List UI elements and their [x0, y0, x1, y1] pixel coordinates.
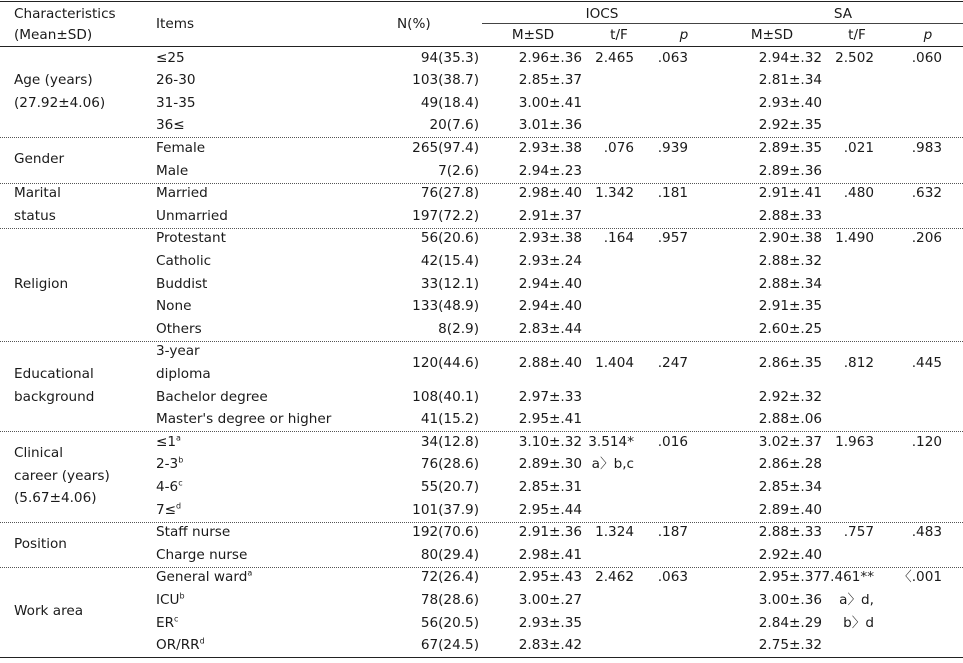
sa-mean-sd: 2.92±.35 [758, 117, 822, 134]
header-iocs-msd: M±SD [511, 27, 555, 43]
superscript-marker: a [176, 433, 181, 443]
n-percent: 94(35.3) [420, 49, 479, 66]
header-iocs-tf: t/F [610, 27, 628, 43]
row-divider [0, 657, 963, 658]
row-item: $ER^c$ [156, 613, 179, 631]
header-iocs: IOCS [585, 6, 619, 22]
sa-mean-sd: 2.88±.34 [758, 275, 822, 292]
superscript-marker: c [178, 478, 183, 488]
sa-mean-sd: 2.81±.34 [758, 72, 822, 89]
iocs-tf: 2.462 [595, 569, 634, 586]
iocs-p: .181 [657, 185, 688, 202]
row-item: Buddist [156, 275, 208, 292]
n-percent: 197(72.2) [412, 207, 479, 224]
header-sa-p: p [923, 27, 933, 43]
sa-mean-sd: 2.85±.34 [758, 478, 822, 495]
iocs-tf: .164 [603, 230, 634, 247]
group-label: career (years) [14, 467, 110, 484]
iocs-p: .063 [657, 569, 688, 586]
sa-p: .983 [911, 139, 942, 156]
row-item: None [156, 298, 192, 315]
row-item: Married [156, 185, 208, 202]
row-item: Protestant [156, 230, 226, 247]
row-item: ICU$^b$ [156, 591, 185, 608]
group-label: Religion [14, 275, 69, 292]
n-percent: 41(15.2) [420, 411, 479, 428]
superscript-marker: a [247, 568, 253, 578]
sa-mean-sd: 2.89±.36 [758, 162, 822, 179]
iocs-mean-sd: 2.95±.41 [518, 411, 582, 428]
header-n-percent: N(%) [397, 16, 431, 32]
iocs-mean-sd: 2.83±.42 [518, 637, 582, 654]
iocs-mean-sd: 2.85±.37 [518, 72, 582, 89]
iocs-mean-sd: 2.85±.31 [518, 478, 582, 495]
sa-mean-sd: 2.93±.40 [758, 94, 822, 111]
superscript-marker: d [199, 636, 205, 646]
header-divider [482, 23, 963, 24]
iocs-mean-sd: 2.95±.43 [518, 569, 582, 586]
iocs-mean-sd: 2.96±.36 [518, 49, 582, 66]
iocs-mean-sd: 2.91±.36 [518, 524, 582, 541]
header-sa-msd: M±SD [750, 27, 794, 43]
iocs-p: .957 [657, 230, 688, 247]
group-label: Work area [14, 603, 84, 620]
n-percent: 78(28.6) [420, 591, 479, 608]
sa-p: .445 [911, 354, 942, 371]
iocs-mean-sd: 2.97±.33 [518, 388, 582, 405]
sa-tf: .812 [843, 354, 874, 371]
iocs-tf: 3.514* [588, 433, 634, 450]
iocs-mean-sd: 2.93±.35 [518, 614, 582, 631]
row-item: $OR/RR^d$ [156, 636, 205, 654]
sa-tf: 7.461** [821, 569, 874, 586]
iocs-tf: 1.324 [595, 524, 634, 541]
iocs-mean-sd: 2.94±.40 [518, 275, 582, 292]
iocs-tf: 1.404 [595, 354, 634, 371]
iocs-mean-sd: 2.91±.37 [518, 207, 582, 224]
sa-tf: a〉d, [839, 591, 874, 608]
row-item: Male [156, 162, 189, 179]
header-iocs-p: p [679, 27, 689, 43]
n-percent: 101(37.9) [412, 501, 479, 518]
iocs-p: .016 [657, 433, 688, 450]
header-sa-tf: t/F [848, 27, 866, 43]
sa-mean-sd: 2.95±.37 [758, 569, 822, 586]
iocs-mean-sd: 2.93±.38 [518, 139, 582, 156]
header-characteristics: Characteristics [14, 6, 116, 22]
group-label: Marital [14, 185, 61, 202]
sa-tf: .757 [843, 524, 874, 541]
header-items: Items [156, 16, 195, 32]
row-item-continued: diploma [156, 365, 211, 382]
superscript-marker: b [179, 591, 185, 601]
row-item: Female [156, 139, 206, 156]
sa-tf: .021 [843, 139, 874, 156]
n-percent: 72(26.4) [420, 569, 479, 586]
iocs-mean-sd: 2.98±.40 [518, 185, 582, 202]
n-percent: 56(20.6) [420, 230, 479, 247]
row-divider [0, 1, 963, 2]
row-item: 2-3$^b$ [156, 455, 184, 473]
group-label: Clinical [14, 445, 64, 462]
n-percent: 49(18.4) [420, 94, 479, 111]
superscript-marker: d [176, 500, 182, 510]
group-label: Gender [14, 151, 65, 168]
row-item: Master's degree or higher [156, 411, 332, 428]
sa-mean-sd: 2.88±.33 [758, 524, 822, 541]
header-sa: SA [833, 6, 853, 22]
iocs-mean-sd: 2.89±.30 [518, 456, 582, 473]
n-percent: 8(2.9) [438, 320, 479, 337]
n-percent: 103(38.7) [412, 72, 479, 89]
iocs-mean-sd: 2.95±.44 [518, 501, 582, 518]
iocs-tf: 1.342 [595, 185, 634, 202]
iocs-mean-sd: 3.00±.41 [518, 94, 582, 111]
sa-p: .120 [911, 433, 942, 450]
iocs-mean-sd: 3.00±.27 [518, 591, 582, 608]
sa-mean-sd: 2.89±.40 [758, 501, 822, 518]
sa-mean-sd: 2.88±.06 [758, 411, 822, 428]
group-label: Age (years) [14, 72, 93, 89]
sa-mean-sd: 2.91±.41 [758, 185, 822, 202]
row-item: 3-year [156, 343, 200, 360]
iocs-p: .939 [657, 139, 688, 156]
group-label: (5.67±4.06) [14, 490, 97, 507]
sa-mean-sd: 2.89±.35 [758, 139, 822, 156]
sa-mean-sd: 2.94±.32 [758, 49, 822, 66]
iocs-mean-sd: 2.98±.41 [518, 546, 582, 563]
row-item: Unmarried [156, 207, 228, 224]
row-divider [0, 341, 963, 342]
row-item: Staff nurse [156, 524, 231, 541]
n-percent: 7(2.6) [438, 162, 479, 179]
iocs-p: .063 [657, 49, 688, 66]
row-item: 36≤ [156, 117, 185, 134]
iocs-mean-sd: 2.93±.24 [518, 252, 582, 269]
iocs-tf: 2.465 [595, 49, 634, 66]
n-percent: 108(40.1) [412, 388, 479, 405]
sa-mean-sd: 2.92±.32 [758, 388, 822, 405]
iocs-mean-sd: 2.94±.40 [518, 298, 582, 315]
row-item: $\le 1^a$ [156, 433, 181, 450]
sa-tf: b〉d [843, 614, 874, 631]
iocs-p: .247 [657, 354, 688, 371]
sa-mean-sd: 2.86±.28 [758, 456, 822, 473]
iocs-tf: a〉b,c [591, 456, 634, 473]
sa-p: 〈.001 [898, 569, 942, 586]
n-percent: 192(70.6) [412, 524, 479, 541]
n-percent: 34(12.8) [420, 433, 479, 450]
row-item: Others [156, 320, 202, 337]
superscript-marker: b [178, 455, 184, 465]
sa-mean-sd: 2.90±.38 [758, 230, 822, 247]
superscript-marker: c [174, 613, 179, 623]
n-percent: 33(12.1) [420, 275, 479, 292]
row-item: Bachelor degree [156, 388, 268, 405]
n-percent: 56(20.5) [420, 614, 479, 631]
n-percent: 20(7.6) [429, 117, 479, 134]
iocs-mean-sd: 3.01±.36 [518, 117, 582, 134]
sa-mean-sd: 2.88±.33 [758, 207, 822, 224]
sa-tf: 1.963 [835, 433, 874, 450]
row-item: General ward$^a$ [156, 568, 253, 586]
sa-p: .060 [911, 49, 942, 66]
iocs-mean-sd: 2.88±.40 [518, 354, 582, 371]
sa-mean-sd: 2.75±.32 [758, 637, 822, 654]
row-item: ≤25 [156, 49, 185, 66]
sa-mean-sd: 3.00±.36 [758, 591, 822, 608]
iocs-mean-sd: 3.10±.32 [518, 433, 582, 450]
sa-mean-sd: 3.02±.37 [758, 433, 822, 450]
row-item: Charge nurse [156, 546, 248, 563]
sa-mean-sd: 2.60±.25 [758, 320, 822, 337]
sa-mean-sd: 2.86±.35 [758, 354, 822, 371]
iocs-mean-sd: 2.83±.44 [518, 320, 582, 337]
n-percent: 67(24.5) [420, 637, 479, 654]
row-item: 4-6$^c$ [156, 478, 183, 495]
sa-tf: 2.502 [835, 49, 874, 66]
sa-tf: .480 [843, 185, 874, 202]
n-percent: 76(28.6) [420, 456, 479, 473]
sa-p: .483 [911, 524, 942, 541]
sa-mean-sd: 2.91±.35 [758, 298, 822, 315]
n-percent: 133(48.9) [412, 298, 479, 315]
n-percent: 42(15.4) [420, 252, 479, 269]
n-percent: 80(29.4) [420, 546, 479, 563]
group-label: (27.92±4.06) [14, 94, 106, 111]
sa-p: .632 [911, 185, 942, 202]
group-label: status [14, 207, 56, 224]
sa-mean-sd: 2.84±.29 [758, 614, 822, 631]
iocs-tf: .076 [603, 139, 634, 156]
n-percent: 55(20.7) [420, 478, 479, 495]
n-percent: 265(97.4) [412, 139, 479, 156]
row-item: 26-30 [156, 72, 196, 89]
header-mean-sd: (Mean±SD) [14, 27, 93, 43]
n-percent: 120(44.6) [412, 354, 479, 371]
iocs-p: .187 [657, 524, 688, 541]
iocs-mean-sd: 2.93±.38 [518, 230, 582, 247]
group-label: background [14, 388, 95, 405]
row-item: 7≤$^d$ [156, 500, 182, 518]
group-label: Educational [14, 366, 94, 383]
group-label: Position [14, 535, 67, 552]
sa-p: .206 [911, 230, 942, 247]
row-item: Catholic [156, 252, 212, 269]
iocs-mean-sd: 2.94±.23 [518, 162, 582, 179]
n-percent: 76(27.8) [420, 185, 479, 202]
row-item: 31-35 [156, 94, 196, 111]
sa-mean-sd: 2.88±.32 [758, 252, 822, 269]
sa-tf: 1.490 [835, 230, 874, 247]
sa-mean-sd: 2.92±.40 [758, 546, 822, 563]
